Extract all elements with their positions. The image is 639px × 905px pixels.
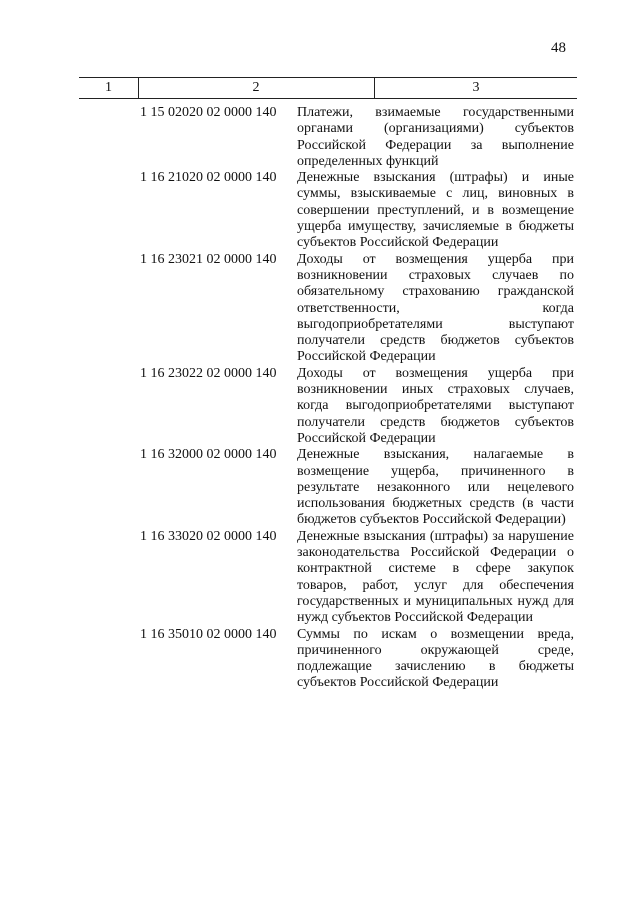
table-row [140, 252, 577, 366]
income-description: Денежные взыскания (штрафы) за нарушение законодательства Российской Федерации о контрактной системе в сфере закупок товаров, работ, услуг для обеспечения государственных и муниципальных нужд для нужд субъектов Российской Федерации [297, 528, 574, 626]
budget-code: 1 16 32000 02 0000 140 [140, 447, 277, 463]
table-row [140, 170, 577, 251]
income-description: Платежи, взимаемые государственными органами (организациями) субъектов Российской Федерации за выполнение определенных функций [297, 105, 574, 169]
table-row [140, 447, 577, 528]
income-description: Суммы по искам о возмещении вреда, причиненного окружающей среде, подлежащие зачислению в бюджеты субъектов Российской Федерации [297, 626, 574, 691]
income-description: Денежные взыскания (штрафы) и иные суммы, взыскиваемые с лиц, виновных в совершении преступлений, и в возмещение ущерба имуществу, зачисляемые в бюджеты субъектов Российской Федерации [297, 170, 574, 251]
income-description: Денежные взыскания, налагаемые в возмещение ущерба, причиненного в результате незаконного или нецелевого использования бюджетных средств (в части бюджетов субъектов Российской Федерации) [297, 447, 574, 528]
table-header [79, 77, 577, 99]
page-number: 48 [551, 40, 566, 56]
table-row [140, 529, 577, 627]
income-description: Доходы от возмещения ущерба при возникновении иных страховых случаев, когда выгодоприобретателями выступают получатели средств бюджетов субъектов Российской Федерации [297, 365, 574, 446]
budget-code: 1 16 35010 02 0000 140 [140, 626, 277, 642]
header-col-2: 2 [138, 78, 375, 98]
header-col-3: 3 [472, 80, 480, 95]
table-row [140, 366, 577, 447]
table-row [140, 105, 577, 170]
header-col-1: 1 [79, 78, 139, 98]
budget-code: 1 16 33020 02 0000 140 [140, 528, 277, 544]
budget-code: 1 15 02020 02 0000 140 [140, 105, 277, 120]
income-description: Доходы от возмещения ущерба при возникновении страховых случаев по обязательному страхованию гражданской ответственности, когда выгодоприобретателями выступают получатели средств бюджетов субъектов Российской Федерации [297, 251, 574, 365]
table-row [140, 627, 577, 692]
budget-code: 1 16 21020 02 0000 140 [140, 170, 277, 186]
table-body [140, 105, 577, 692]
budget-code: 1 16 23021 02 0000 140 [140, 251, 277, 267]
budget-code: 1 16 23022 02 0000 140 [140, 365, 277, 381]
